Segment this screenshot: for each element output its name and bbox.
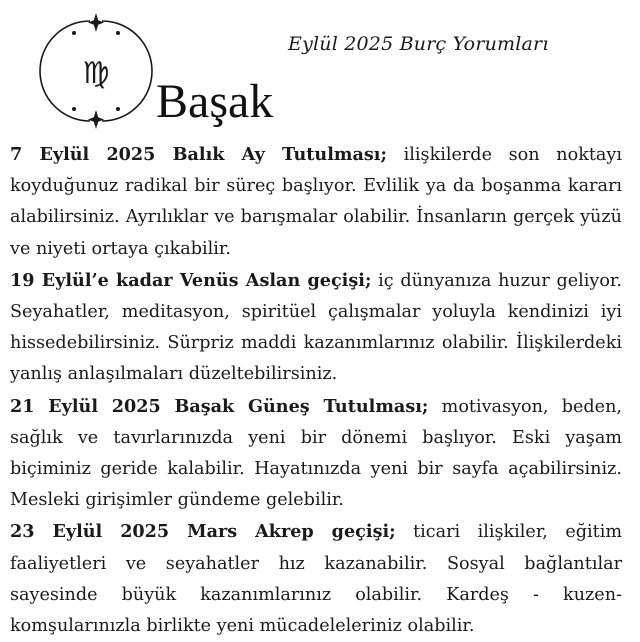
section-heading: 19 Eylül’e kadar Venüs Aslan geçişi;	[10, 269, 372, 291]
section-body: ilişkilerde son noktayı koyduğunuz radikal bir süreç başlıyor. Evlilik ya da boşanma kararı alabilirsiniz. Ayrılıklar ve barışmalar olabilir. İnsanların gerçek yüzü ve niyeti ortaya çıkabilir.	[10, 145, 622, 259]
section-heading: 21 Eylül 2025 Başak Güneş Tutulması;	[10, 395, 429, 417]
page-header	[0, 0, 640, 140]
horoscope-content	[10, 139, 622, 642]
section-venus-transit	[10, 265, 622, 391]
section-moon-eclipse	[10, 139, 622, 265]
section-body: iç dünyanıza huzur geliyor. Seyahatler, meditasyon, spiritüel çalışmalar yoluyla kendinizi iyi hissedebilirsiniz. Sürpriz maddi kazanımlarınız olabilir. İlişkilerdeki yanlış anlaşılmaları düzeltebilirsiniz.	[10, 270, 623, 385]
virgo-zodiac-emblem-icon	[38, 12, 154, 136]
section-mars-transit	[10, 516, 622, 642]
section-body: motivasyon, beden, sağlık ve tavırlarınızda yeni bir dönemi başlıyor. Eski yaşam biçiminiz geride kalabilir. Hayatınızda yeni bir sayfa açabilirsiniz. Mesleki girişimler gündeme gelebilir.	[10, 396, 623, 511]
section-heading: 23 Eylül 2025 Mars Akrep geçişi;	[10, 521, 396, 543]
virgo-symbol: ♍	[82, 56, 110, 91]
page-subtitle: Eylül 2025 Burç Yorumları	[288, 33, 549, 55]
section-solar-eclipse	[10, 391, 622, 517]
page-title: Başak	[156, 75, 274, 128]
section-heading: 7 Eylül 2025 Balık Ay Tutulması;	[10, 144, 387, 165]
section-body: ticari ilişkiler, eğitim faaliyetleri ve seyahatler hız kazanabilir. Sosyal bağlantılar sayesinde büyük kazanımlarınız olabilir. Kardeş - kuzen-komşularınızla birlikte yeni mücadeleleriniz olabilir.	[10, 522, 623, 637]
